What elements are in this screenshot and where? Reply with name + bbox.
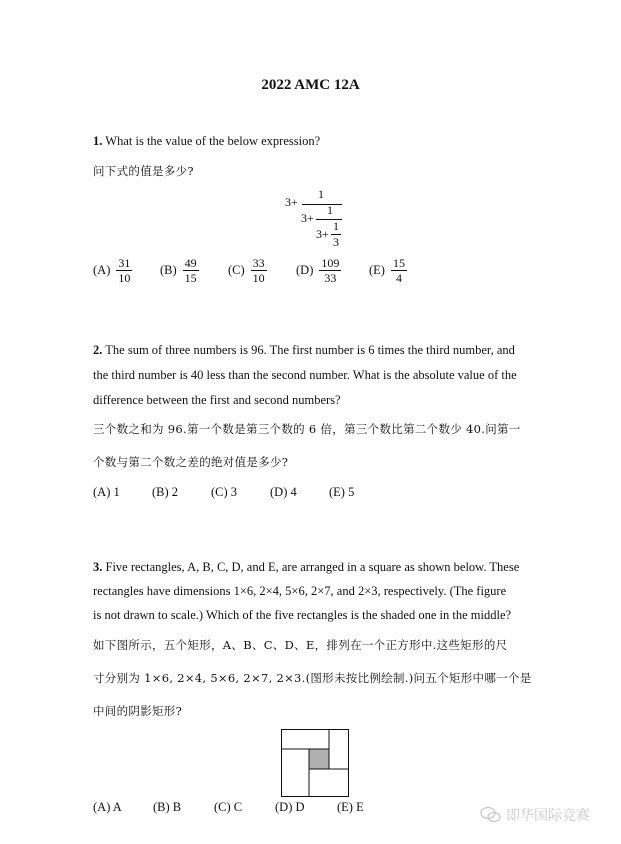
q2-choice-e[interactable]: (E) 5 bbox=[329, 485, 355, 499]
q2-english-1: The sum of three numbers is 96. The first number is 6 times the third number, and bbox=[105, 343, 515, 357]
q1-english: What is the value of the below expression? bbox=[105, 134, 321, 148]
q3-english-2: rectangles have dimensions 1×6, 2×4, 5×6, 2×7, and 2×3, respectively. (The figure bbox=[93, 584, 507, 598]
choice-fraction: $\frac{109}{33}$ bbox=[321, 256, 340, 285]
q3-english-1: Five rectangles, A, B, C, D, and E, are arranged in a square as shown below. These bbox=[105, 560, 520, 574]
q3-number: 3. bbox=[93, 560, 103, 574]
q3-chinese-1: 如下图所示，五个矩形，A、B、C、D、E，排列在一个正方形中.这些矩形的尺 bbox=[93, 638, 508, 652]
q2-english-3: difference between the first and second numbers? bbox=[93, 393, 341, 407]
q1-text bbox=[93, 134, 320, 149]
q2-choice-a[interactable]: (A) 1 bbox=[93, 485, 120, 499]
choice-label: (D) bbox=[296, 263, 314, 277]
q1-chinese: 问下式的值是多少? bbox=[93, 164, 194, 178]
q3-line-1 bbox=[93, 560, 519, 575]
q3-chinese-3: 中间的阴影矩形? bbox=[93, 704, 183, 718]
q3-english-3: is not drawn to scale.) Which of the five rectangles is the shaded one in the middle? bbox=[93, 608, 512, 622]
choice-fraction: $\frac{33}{10}$ bbox=[252, 256, 265, 285]
cf-l2-prefix: 3+ bbox=[301, 211, 314, 225]
q3-chinese-2: 寸分别为 1×6, 2×4, 5×6, 2×7, 2×3.(图形未按比例绘制.)问五个矩形中哪一个是 bbox=[93, 671, 532, 685]
q3-choice-c[interactable]: (C) C bbox=[214, 800, 243, 814]
q2-chinese-1: 三个数之和为 96.第一个数是第三个数的 6 倍，第三个数比第二个数少 40.问第一 bbox=[93, 422, 521, 436]
q2-choice-d[interactable]: (D) 4 bbox=[270, 485, 297, 499]
q1-choice-a[interactable] bbox=[93, 256, 132, 285]
cf-l3-num: 1 bbox=[333, 219, 339, 233]
choice-fraction: $\frac{15}{4}$ bbox=[392, 256, 405, 285]
cf-l3-den: 3 bbox=[333, 235, 339, 249]
q1-choice-e[interactable] bbox=[369, 256, 407, 285]
cf-l1-num: 1 bbox=[318, 187, 324, 201]
watermark-text: 即华国际竞赛 bbox=[506, 808, 590, 824]
watermark bbox=[480, 805, 590, 825]
q2-chinese-2: 个数与第二个数之差的绝对值是多少? bbox=[93, 455, 289, 469]
q3-choice-b[interactable]: (B) B bbox=[153, 800, 182, 814]
cf-l2-num: 1 bbox=[327, 203, 333, 217]
q2-choice-b[interactable]: (B) 2 bbox=[152, 485, 179, 499]
q1-number: 1. bbox=[93, 134, 103, 148]
q1-choice-c[interactable] bbox=[228, 256, 267, 285]
cf-bar-1 bbox=[302, 204, 342, 205]
cf-l1-prefix: 3+ bbox=[285, 195, 298, 209]
q2-line-1 bbox=[93, 343, 515, 358]
choice-label: (A) bbox=[93, 263, 111, 277]
wechat-icon bbox=[480, 806, 502, 824]
q2-choice-c[interactable]: (C) 3 bbox=[211, 485, 238, 499]
choice-fraction: $\frac{49}{15}$ bbox=[184, 256, 197, 285]
q3-choice-e[interactable]: (E) E bbox=[337, 800, 364, 814]
q3-choice-d[interactable]: (D) D bbox=[275, 800, 305, 814]
rectangles-figure bbox=[281, 729, 349, 797]
q2-english-2: the third number is 40 less than the second number. What is the absolute value of the bbox=[93, 368, 517, 382]
choice-label: (E) bbox=[369, 263, 385, 277]
choice-label: (C) bbox=[228, 263, 245, 277]
cf-l3-prefix: 3+ bbox=[316, 227, 329, 241]
q1-choice-d[interactable] bbox=[296, 256, 341, 285]
choice-fraction: $\frac{31}{10}$ bbox=[118, 256, 131, 285]
q3-choice-a[interactable]: (A) A bbox=[93, 800, 122, 814]
page-title: 2022 AMC 12A bbox=[261, 77, 360, 93]
q1-choice-b[interactable] bbox=[160, 256, 199, 285]
shaded-rectangle bbox=[309, 749, 329, 769]
q2-number: 2. bbox=[93, 343, 103, 357]
choice-label: (B) bbox=[160, 263, 177, 277]
